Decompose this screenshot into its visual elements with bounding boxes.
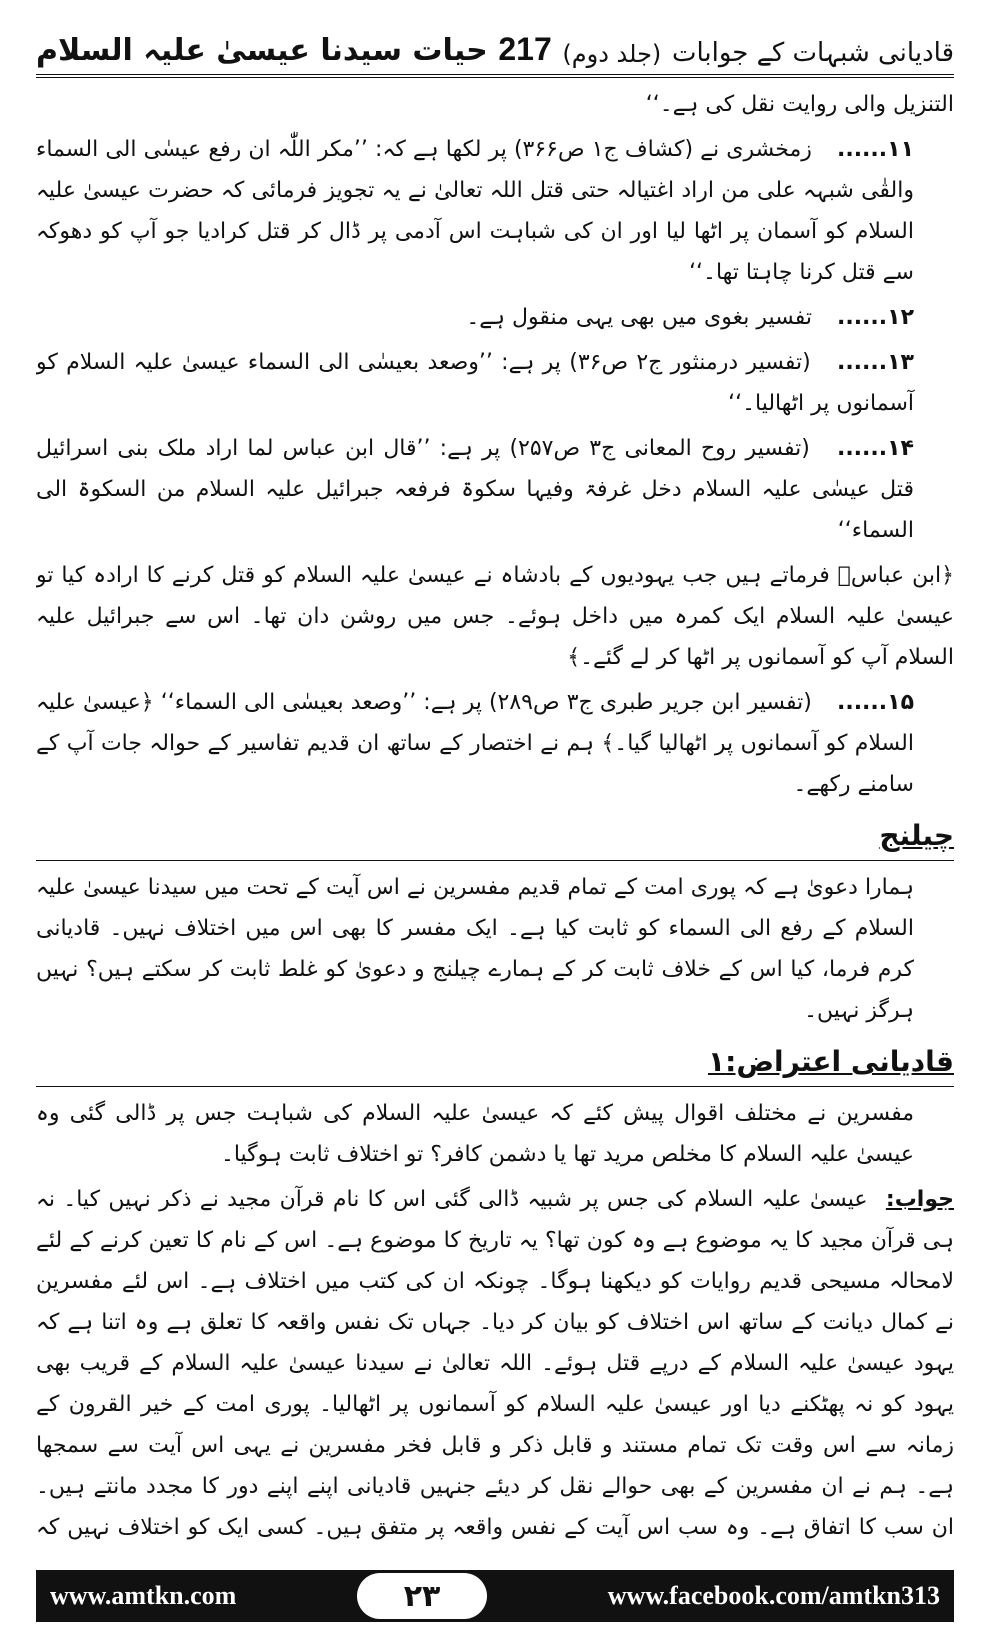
page-footer xyxy=(36,1570,954,1622)
website-link[interactable]: www.amtkn.com xyxy=(50,1581,237,1610)
answer-paragraph xyxy=(36,1179,954,1554)
challenge-heading: چیلنج xyxy=(879,819,954,852)
item-number: ۱۵...... xyxy=(836,690,914,715)
item-number: ۱۴...... xyxy=(836,436,914,461)
reference-item-13 xyxy=(36,342,954,424)
page-body xyxy=(36,84,954,1554)
item-text: تفسیر بغوی میں بھی یہی منقول ہے۔ xyxy=(466,305,812,330)
item-number: ۱۱...... xyxy=(836,137,914,162)
objection-paragraph: مفسرین نے مختلف اقوال پیش کئے کہ عیسیٰ علیہ السلام کی شباہت جس پر ڈالی گئی وہ عیسیٰ علیہ السلام کا مخلص مرید تھا یا دشمن کافر؟ تو اختلاف ثابت ہوگیا۔ xyxy=(36,1101,914,1167)
volume-label: (جلد دوم) xyxy=(562,40,662,68)
book-subtitle: قادیانی شبہات کے جوابات xyxy=(671,38,954,68)
item-number: ۱۳...... xyxy=(836,350,914,375)
answer-text: عیسیٰ علیہ السلام کی جس پر شبیہ ڈالی گئی اس کا نام قرآن مجید نے ذکر نہیں کیا۔ نہ ہی قرآن مجید کا یہ موضوع ہے وہ کون تھا؟ یہ تاریخ کا موضوع ہے۔ اس کے نام کا تعین کرنے کے لئے لامحالہ مسیحی قدیم روایات کو دیکھنا ہوگا۔ چونکہ ان کی کتب میں اختلاف ہے۔ اس لئے مفسرین نے کمال دیانت کے ساتھ اس اختلاف کو بیان کر دیا۔ جہاں تک نفس واقعہ کا تعلق ہے وہ اتنا ہے کہ یہود عیسیٰ علیہ السلام کے درپے قتل ہوئے۔ اللہ تعالیٰ نے سیدنا عیسیٰ علیہ السلام کے قریب بھی یہود کو نہ پھٹکنے دیا اور عیسیٰ علیہ السلام کو آسمانوں پر اٹھالیا۔ پوری امت کے خیر القرون کے زمانہ سے اس وقت تک تمام مستند و قابل ذکر و قابل فخر مفسرین نے یہی اس آیت سے سمجھا ہے۔ ہم نے ان مفسرین کے بھی حوالے نقل کر دیئے جنہیں قادیانی اپنے اپنے دور کا مجدد مانتے ہیں۔ ان سب کا اتفاق ہے۔ وہ سب اس آیت کے نفس واقعہ پر متفق ہیں۔ کسی ایک کو اختلاف نہیں کہ xyxy=(36,1187,954,1540)
challenge-heading-row xyxy=(36,809,954,861)
item-text: (تفسیر روح المعانی ج۳ ص۲۵۷) پر ہے: ’’قال ابن عباس لما اراد ملک بنی اسرائیل قتل عیسٰی علیہ السلام دخل غرفۃ وفیہا سکوۃ فرفعہ جبرائیل علیہ السلام من السکوۃ الی السماء‘‘ xyxy=(36,436,914,543)
intro-line: التنزیل والی روایت نقل کی ہے۔‘‘ xyxy=(645,92,954,117)
item-text: (تفسیر ابن جریر طبری ج۳ ص۲۸۹) پر ہے: ’’وصعد بعیسٰی الی السماء‘‘ ﴿عیسیٰ علیہ السلام کو آسمانوں پر اٹھالیا گیا۔﴾ ہم نے اختصار کے ساتھ ان قدیم تفاسیر کے حوالہ جات آپ کے سامنے رکھے۔ xyxy=(36,690,914,797)
item-14-translation: ﴿ابن عباسؓ فرماتے ہیں جب یہودیوں کے بادشاہ نے عیسیٰ علیہ السلام کو قتل کرنے کا ارادہ کیا تو عیسیٰ علیہ السلام ایک کمرہ میں داخل ہوئے۔ جس میں روشن دان تھا۔ اس سے جبرائیل علیہ السلام آپ کو آسمانوں پر اٹھا کر لے گئے۔﴾ xyxy=(36,563,954,670)
challenge-paragraph: ہمارا دعویٰ ہے کہ پوری امت کے تمام قدیم مفسرین نے اس آیت کے تحت میں سیدنا عیسیٰ علیہ السلام کے رفع الی السماء کو ثابت کیا ہے۔ ایک مفسر کا بھی اس میں اختلاف نہیں۔ قادیانی کرم فرما، کیا اس کے خلاف ثابت کر کے ہمارے چیلنج و دعویٰ کو غلط ثابت کر سکتے ہیں؟ نہیں ہرگز نہیں۔ xyxy=(36,875,914,1023)
facebook-link[interactable]: www.facebook.com/amtkn313 xyxy=(607,1581,940,1610)
answer-label: جواب: xyxy=(885,1187,954,1212)
item-text: (تفسیر درمنثور ج۲ ص۳۶) پر ہے: ’’وصعد بعیسٰی الی السماء عیسیٰ علیہ السلام کو آسمانوں پر اٹھالیا۔‘‘ xyxy=(36,350,914,416)
reference-item-15 xyxy=(36,682,954,805)
page-header xyxy=(36,16,954,78)
header-page-number: 217 xyxy=(498,31,552,67)
item-text: زمخشری نے (کشاف ج۱ ص۳۶۶) پر لکھا ہے کہ: ’’مکر اللّٰہ ان رفع عیسٰی الی السماء والقٰی شبہہ علی من اراد اغتیالہ حتی قتل اللہ تعالیٰ نے یہ تجویز فرمائی کہ حضرت عیسیٰ علیہ السلام کو آسمان پر اٹھا لیا اور ان کی شباہت اس آدمی پر ڈال کر قتل کرادیا جو آپ کو دھوکہ سے قتل کرنا چاہتا تھا۔‘‘ xyxy=(36,137,914,285)
objection-heading: قادیانی اعتراض:۱ xyxy=(708,1045,954,1078)
objection-heading-row xyxy=(36,1035,954,1087)
book-title: حیات سیدنا عیسیٰ علیہ السلام xyxy=(36,33,488,68)
reference-item-11 xyxy=(36,129,954,293)
page-number-badge: ۲۳ xyxy=(357,1573,487,1619)
reference-item-14 xyxy=(36,428,954,551)
item-number: ۱۲...... xyxy=(836,305,914,330)
reference-item-12 xyxy=(36,297,954,338)
